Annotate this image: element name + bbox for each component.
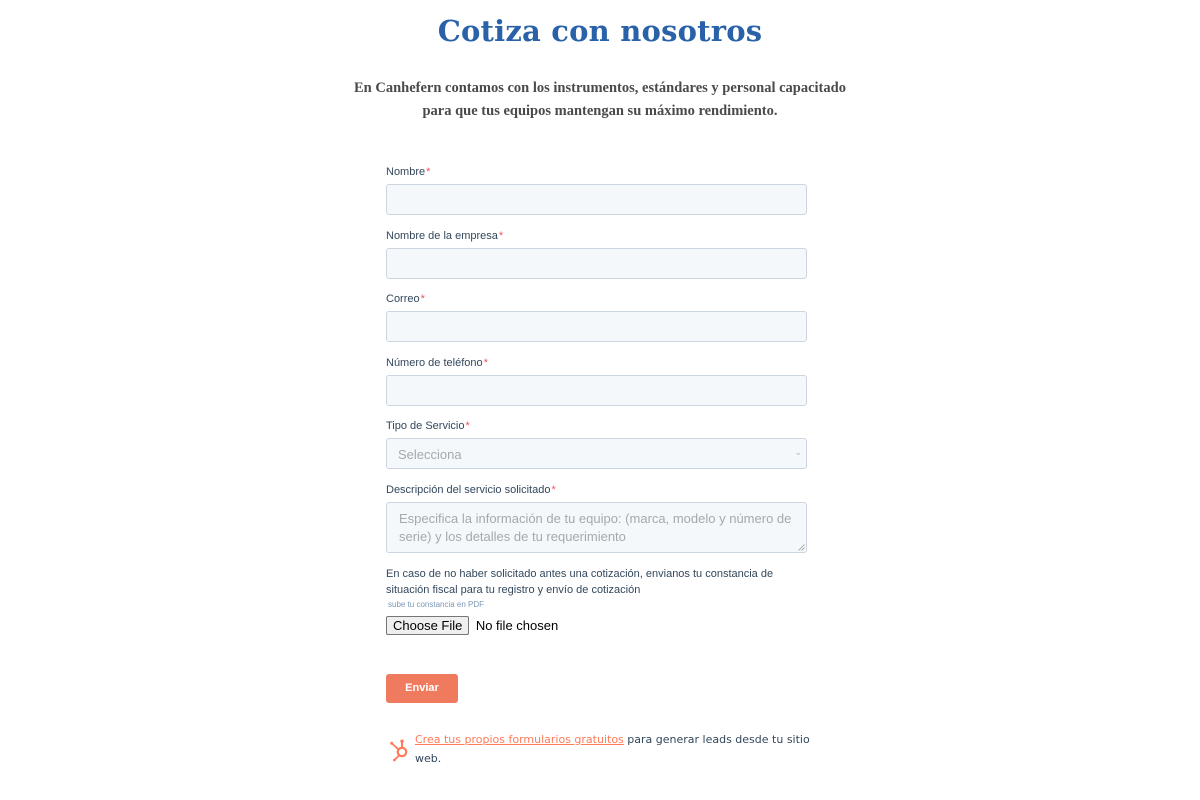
service-type-select[interactable] — [386, 438, 807, 469]
upload-note: En caso de no haber solicitado antes una cotización, envianos tu constancia de situación fiscal para tu registro y envío de cotización — [386, 568, 774, 596]
required-mark: * — [420, 293, 425, 305]
required-mark: * — [483, 357, 488, 369]
service-type-selected: Selecciona — [398, 447, 462, 462]
telefono-label — [386, 357, 488, 369]
phone-input[interactable] — [386, 375, 807, 406]
badge-rest-text: para generar leads desde tu sitio web. — [415, 733, 810, 765]
required-mark: * — [426, 166, 431, 178]
descripcion-label-text: Descripción del servicio solicitado — [386, 484, 551, 496]
resize-handle-icon[interactable] — [798, 544, 805, 551]
page-title: Cotiza con nosotros — [437, 14, 763, 48]
correo-label-text: Correo — [386, 293, 420, 305]
required-mark: * — [498, 230, 504, 242]
chevron-down-icon: ⌄ — [794, 447, 802, 457]
required-mark: * — [465, 420, 470, 432]
email-input[interactable] — [386, 311, 807, 342]
nombre-input[interactable] — [386, 184, 807, 215]
upload-hint: sube tu constancia en PDF — [388, 600, 485, 609]
file-input — [386, 616, 558, 635]
nombre-label-text: Nombre — [386, 166, 426, 178]
choose-file-button[interactable]: Choose File — [386, 616, 469, 635]
hubspot-badge — [415, 731, 815, 768]
description-textarea[interactable] — [386, 502, 807, 553]
descripcion-label — [386, 484, 556, 496]
required-mark: * — [551, 484, 556, 496]
submit-button[interactable]: Enviar — [386, 674, 458, 703]
free-forms-link[interactable]: Crea tus propios formularios gratuitos — [415, 733, 624, 746]
nombre-label — [386, 166, 430, 178]
correo-label — [386, 293, 425, 305]
empresa-input[interactable] — [386, 248, 807, 279]
empresa-label — [386, 230, 503, 242]
description-placeholder: Especifica la información de tu equipo: (marca, modelo y número de serie) y los detalles de tu requerimiento — [399, 511, 792, 544]
hubspot-sprocket-icon[interactable] — [389, 738, 411, 762]
servicio-label-text: Tipo de Servicio — [386, 420, 465, 432]
empresa-label-text: Nombre de la empresa — [386, 230, 498, 242]
file-status: No file chosen — [475, 618, 559, 633]
telefono-label-text: Número de teléfono — [386, 357, 483, 369]
servicio-label — [386, 420, 470, 432]
intro-text: En Canhefern contamos con los instrumentos, estándares y personal capacitado para que tus equipos mantengan su máximo rendimiento. — [354, 80, 846, 119]
